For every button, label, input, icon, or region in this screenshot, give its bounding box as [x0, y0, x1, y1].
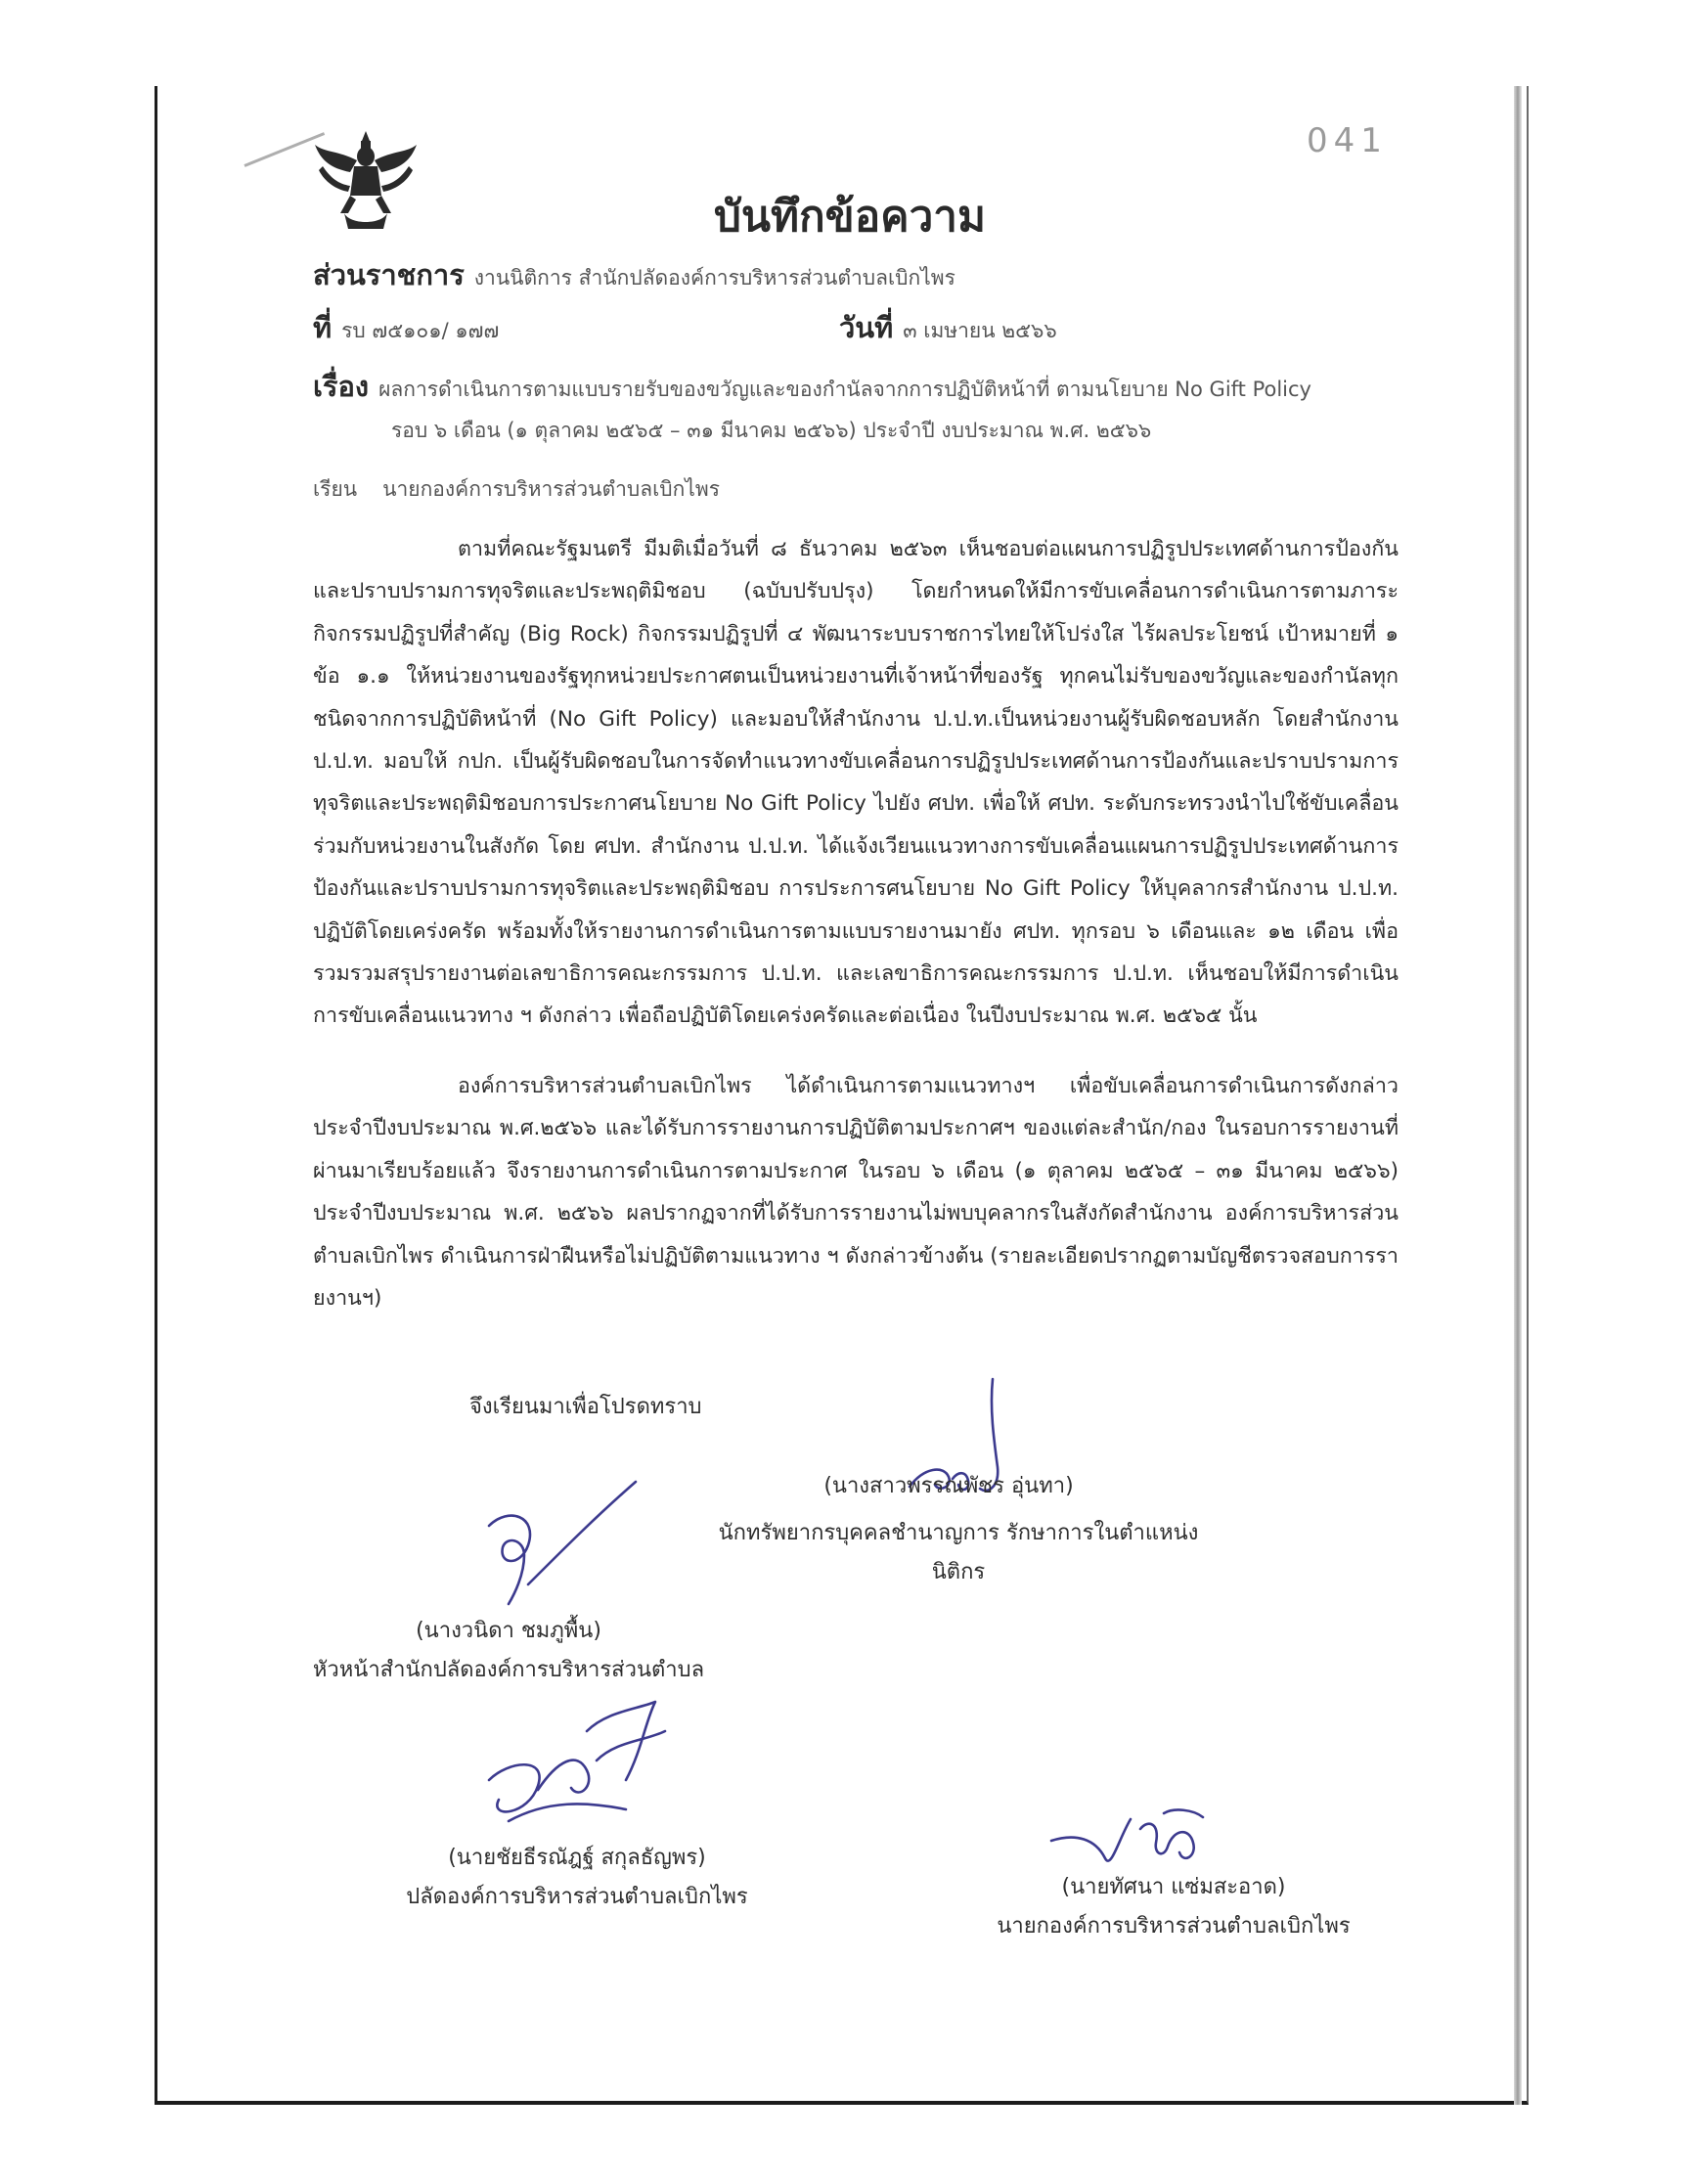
- memo-body: [313, 528, 1399, 1347]
- mayor-name: (นายทัศนา แซ่มสะอาด): [1061, 1875, 1286, 1899]
- body-paragraph-2: องค์การบริหารส่วนตำบลเบิกไพร ได้ดำเนินการตามแนวทางฯ เพื่อขับเคลื่อนการดำเนินการดังกล่าว ประจำปีงบประมาณ พ.ศ.๒๕๖๖ และได้รับการรายงานการปฏิบัติตามประกาศฯ ของแต่ละสำนัก/กอง ในรอบการรายงานที่ผ่านมาเรียบร้อยแล้ว จึงรายงานการดำเนินการตามประกาศ ในรอบ ๖ เดือน (๑ ตุลาคม ๒๕๖๕ – ๓๑ มีนาคม ๒๕๖๖) ประจำปีงบประมาณ พ.ศ. ๒๕๖๖ ผลปรากฏจากที่ได้รับการรายงานไม่พบบุคลากรในสังกัดสำนักงาน องค์การบริหารส่วนตำบลเบิกไพร ดำเนินการฝ่าฝืนหรือไม่ปฏิบัติตามแนวทาง ฯ ดังกล่าวข้างต้น (รายละเอียดปรากฏตามบัญชีตรวจสอบการรายงานฯ): [313, 1073, 1399, 1311]
- date-line: [839, 305, 1057, 350]
- legal-officer-title-line2: นิติกร: [931, 1560, 986, 1584]
- subject-line: [313, 364, 1311, 409]
- page-number-stamp: 041: [1307, 121, 1388, 160]
- agency-value: งานนิติการ สำนักปลัดองค์การบริหารส่วนตำบลเบิกไพร: [473, 266, 955, 290]
- addressee-line: [313, 473, 720, 506]
- office-head-title: หัวหน้าสำนักปลัดองค์การบริหารส่วนตำบล: [312, 1658, 705, 1682]
- subject-label: เรื่อง: [313, 370, 370, 403]
- agency-label: ส่วนราชการ: [313, 258, 465, 291]
- legal-officer-title-block: [665, 1514, 1252, 1592]
- garuda-emblem-icon: [311, 127, 421, 235]
- date-label: วันที่: [839, 311, 894, 344]
- office-head-signature-icon: [469, 1477, 645, 1614]
- body-paragraph-1: ตามที่คณะรัฐมนตรี มีมติเมื่อวันที่ ๘ ธันวาคม ๒๕๖๓ เห็นชอบต่อแผนการปฏิรูปประเทศด้านการป้องกันและปราบปรามการทุจริตและประพฤติมิชอบ (ฉบับปรับปรุง) โดยกำหนดให้มีการขับเคลื่อนการดำเนินการตามภาระกิจกรรมปฏิรูปที่สำคัญ (Big Rock) กิจกรรมปฏิรูปที่ ๔ พัฒนาระบบราชการไทยให้โปร่งใส ไร้ผลประโยชน์ เป้าหมายที่ ๑ ข้อ ๑.๑ ให้หน่วยงานของรัฐทุกหน่วยประกาศตนเป็นหน่วยงานที่เจ้าหน้าที่ของรัฐ ทุกคนไม่รับของขวัญและของกำนัลทุกชนิดจากการปฏิบัติหน้าที่ (No Gift Policy) และมอบให้สำนักงาน ป.ป.ท.เป็นหน่วยงานผู้รับผิดชอบหลัก โดยสำนักงาน ป.ป.ท. มอบให้ กปก. เป็นผู้รับผิดชอบในการจัดทำแนวทางขับเคลื่อนการปฏิรูปประเทศด้านการป้องกันและปราบปรามการทุจริตและประพฤติมิชอบการประกาศนโยบาย No Gift Policy ไปยัง ศปท. เพื่อให้ ศปท. ระดับกระทรวงนำไปใช้ขับเคลื่อนร่วมกับหน่วยงานในสังกัด โดย ศปท. สำนักงาน ป.ป.ท. ได้แจ้งเวียนแนวทางการขับเคลื่อนแผนการปฏิรูปประเทศด้านการป้องกันและปราบปรามการทุจริตและประพฤติมิชอบ การประการศนโยบาย No Gift Policy ให้บุคลากรสำนักงาน ป.ป.ท. ปฏิบัติโดยเคร่งครัด พร้อมทั้งให้รายงานการดำเนินการตามแบบรายงานมายัง ศปท. ทุกรอบ ๖ เดือนและ ๑๒ เดือน เพื่อรวมรวมสรุปรายงานต่อเลขาธิการคณะกรรมการ ป.ป.ท. และเลขาธิการคณะกรรมการ ป.ป.ท. เห็นชอบให้มีการดำเนินการขับเคลื่อนแนวทาง ฯ ดังกล่าว เพื่อถือปฏิบัติโดยเคร่งครัดและต่อเนื่อง ในปีงบประมาณ พ.ศ. ๒๕๖๕ นั้น: [313, 537, 1399, 1029]
- legal-officer-signature-block: [802, 1467, 1095, 1506]
- legal-officer-name: (นางสาวพรรณพัชร อุ่นทา): [823, 1474, 1074, 1498]
- reference-label: ที่: [313, 311, 333, 344]
- document-title: บันทึกข้อความ: [714, 192, 987, 242]
- subject-text-line1: ผลการดำเนินการตามแบบรายรับของขวัญและของกำนัลจากการปฏิบัติหน้าที่ ตามนโยบาย No Gift Policy: [378, 378, 1311, 401]
- office-head-name: (นางวนิดา ชมภูพื้น): [416, 1619, 601, 1643]
- deputy-name: (นายชัยธีรณัฎฐ์ สกุลธัญพร): [448, 1846, 706, 1870]
- scan-edge: [1514, 86, 1522, 2105]
- mayor-title: นายกองค์การบริหารส่วนตำบลเบิกไพร: [997, 1914, 1351, 1939]
- subject-text-line2: รอบ ๖ เดือน (๑ ตุลาคม ๒๕๖๕ – ๓๑ มีนาคม ๒๕๖๖) ประจำปี งบประมาณ พ.ศ. ๒๕๖๖: [391, 419, 1152, 442]
- closing-line: จึงเรียนมาเพื่อโปรดทราบ: [469, 1395, 702, 1419]
- addressee-value: นายกองค์การบริหารส่วนตำบลเบิกไพร: [382, 477, 721, 501]
- office-head-signature-block: [303, 1612, 714, 1690]
- date-value: ๓ เมษายน ๒๕๖๖: [903, 319, 1057, 342]
- deputy-signature-block: [372, 1839, 782, 1917]
- mayor-signature-block: [958, 1868, 1389, 1946]
- legal-officer-title-line1: นักทรัพยากรบุคคลชำนาญการ รักษาการในตำแหน่ง: [718, 1521, 1199, 1545]
- addressee-label: เรียน: [313, 477, 358, 501]
- reference-line: [313, 305, 499, 350]
- subject-line-2: [391, 415, 1151, 447]
- agency-line: [313, 252, 955, 297]
- deputy-title: ปลัดองค์การบริหารส่วนตำบลเบิกไพร: [406, 1885, 748, 1909]
- reference-value: รบ ๗๕๑๐๑/ ๑๗๗: [341, 319, 500, 342]
- deputy-signature-icon: [469, 1692, 704, 1839]
